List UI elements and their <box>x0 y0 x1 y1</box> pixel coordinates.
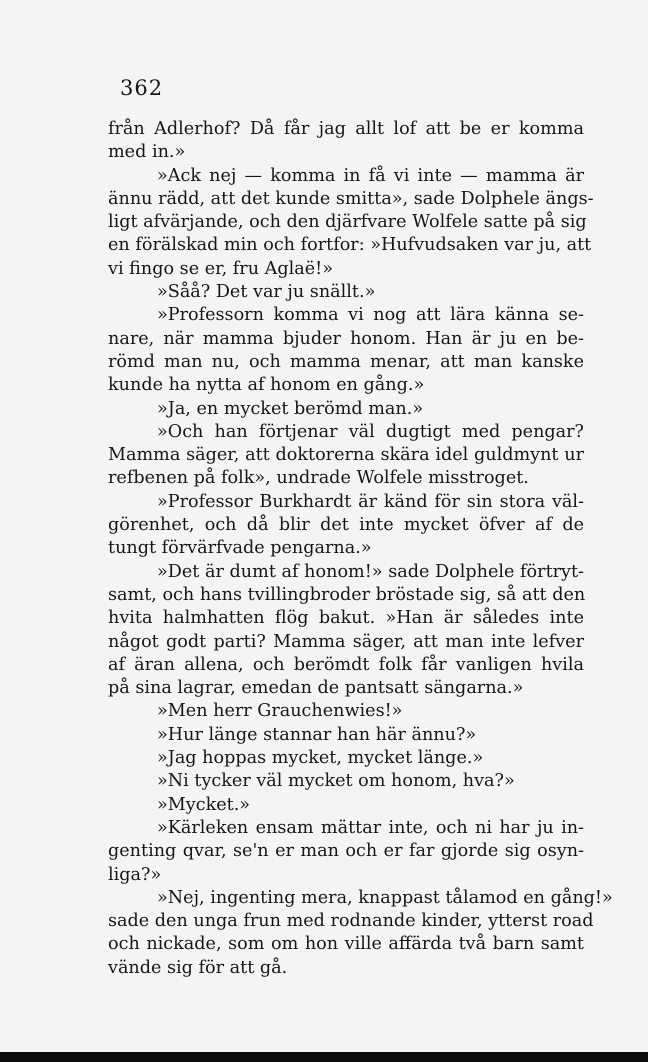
text-line: römd man nu, och mamma menar, att man kanske <box>108 351 584 372</box>
text-line: något godt parti? Mamma säger, att man inte lefver <box>108 631 584 652</box>
text-line: »Professor Burkhardt är känd för sin stora väl- <box>157 491 584 512</box>
text-line: »Och han förtjenar väl dugtigt med pengar? <box>157 421 584 442</box>
text-line: på sina lagrar, emedan de pantsatt sängarna.» <box>108 678 524 699</box>
text-line: »Ni tycker väl mycket om honom, hva?» <box>157 771 515 792</box>
page-number: 362 <box>120 76 164 100</box>
text-line: ligt afvärjande, och den djärfvare Wolfele satte på sig <box>108 212 587 233</box>
text-line: »Jag hoppas mycket, mycket länge.» <box>157 748 484 769</box>
text-line: vi fingo se er, fru Aglaë!» <box>108 258 333 279</box>
text-line: Mamma säger, att doktorerna skära idel guldmynt ur <box>108 445 584 466</box>
text-line: hvita halmhatten flög bakut. »Han är således inte <box>108 608 584 629</box>
text-line: görenhet, och då blir det inte mycket öfver af de <box>108 515 584 536</box>
text-line: »Det är dumt af honom!» sade Dolphele förtryt- <box>157 561 584 582</box>
text-line: »Såå? Det var ju snällt.» <box>157 282 376 303</box>
text-line: »Kärleken ensam mättar inte, och ni har ju in- <box>157 817 584 838</box>
text-line: kunde ha nytta af honom en gång.» <box>108 375 425 396</box>
text-line: »Mycket.» <box>157 794 251 815</box>
text-line: och nickade, som om hon ville affärda två barn samt <box>108 934 584 955</box>
text-line: »Professorn komma vi nog att lära känna se- <box>157 305 584 326</box>
text-line: samt, och hans tvillingbroder bröstade sig, så att den <box>108 584 586 605</box>
text-line: af äran allena, och berömdt folk får vanligen hvila <box>108 654 584 675</box>
body-text <box>108 118 613 980</box>
text-line: »Hur länge stannar han här ännu?» <box>157 724 477 745</box>
text-line: »Nej, ingenting mera, knappast tålamod en gång!» <box>157 887 613 908</box>
scan-edge-bar <box>0 1052 648 1062</box>
text-line: »Ja, en mycket berömd man.» <box>157 398 424 419</box>
text-line: liga?» <box>108 864 162 885</box>
text-line: med in.» <box>108 142 186 163</box>
text-line: från Adlerhof? Då får jag allt lof att be er komma <box>108 119 584 139</box>
text-line: genting qvar, se'n er man och er far gjorde sig osyn- <box>108 841 584 862</box>
text-line: »Men herr Grauchenwies!» <box>157 701 403 722</box>
text-line: en förälskad min och fortfor: »Hufvudsaken var ju, att <box>108 235 592 256</box>
text-line: »Ack nej — komma in få vi inte — mamma är <box>157 165 584 186</box>
text-line: ännu rädd, att det kunde smitta», sade Dolphele ängs- <box>108 188 594 209</box>
text-line: nare, när mamma bjuder honom. Han är ju en be- <box>108 328 584 349</box>
text-line: tungt förvärfvade pengarna.» <box>108 538 372 559</box>
text-line: sade den unga frun med rodnande kinder, ytterst road <box>108 911 594 932</box>
text-line: vände sig för att gå. <box>108 957 288 978</box>
text-line: refbenen på folk», undrade Wolfele misstroget. <box>108 468 529 489</box>
